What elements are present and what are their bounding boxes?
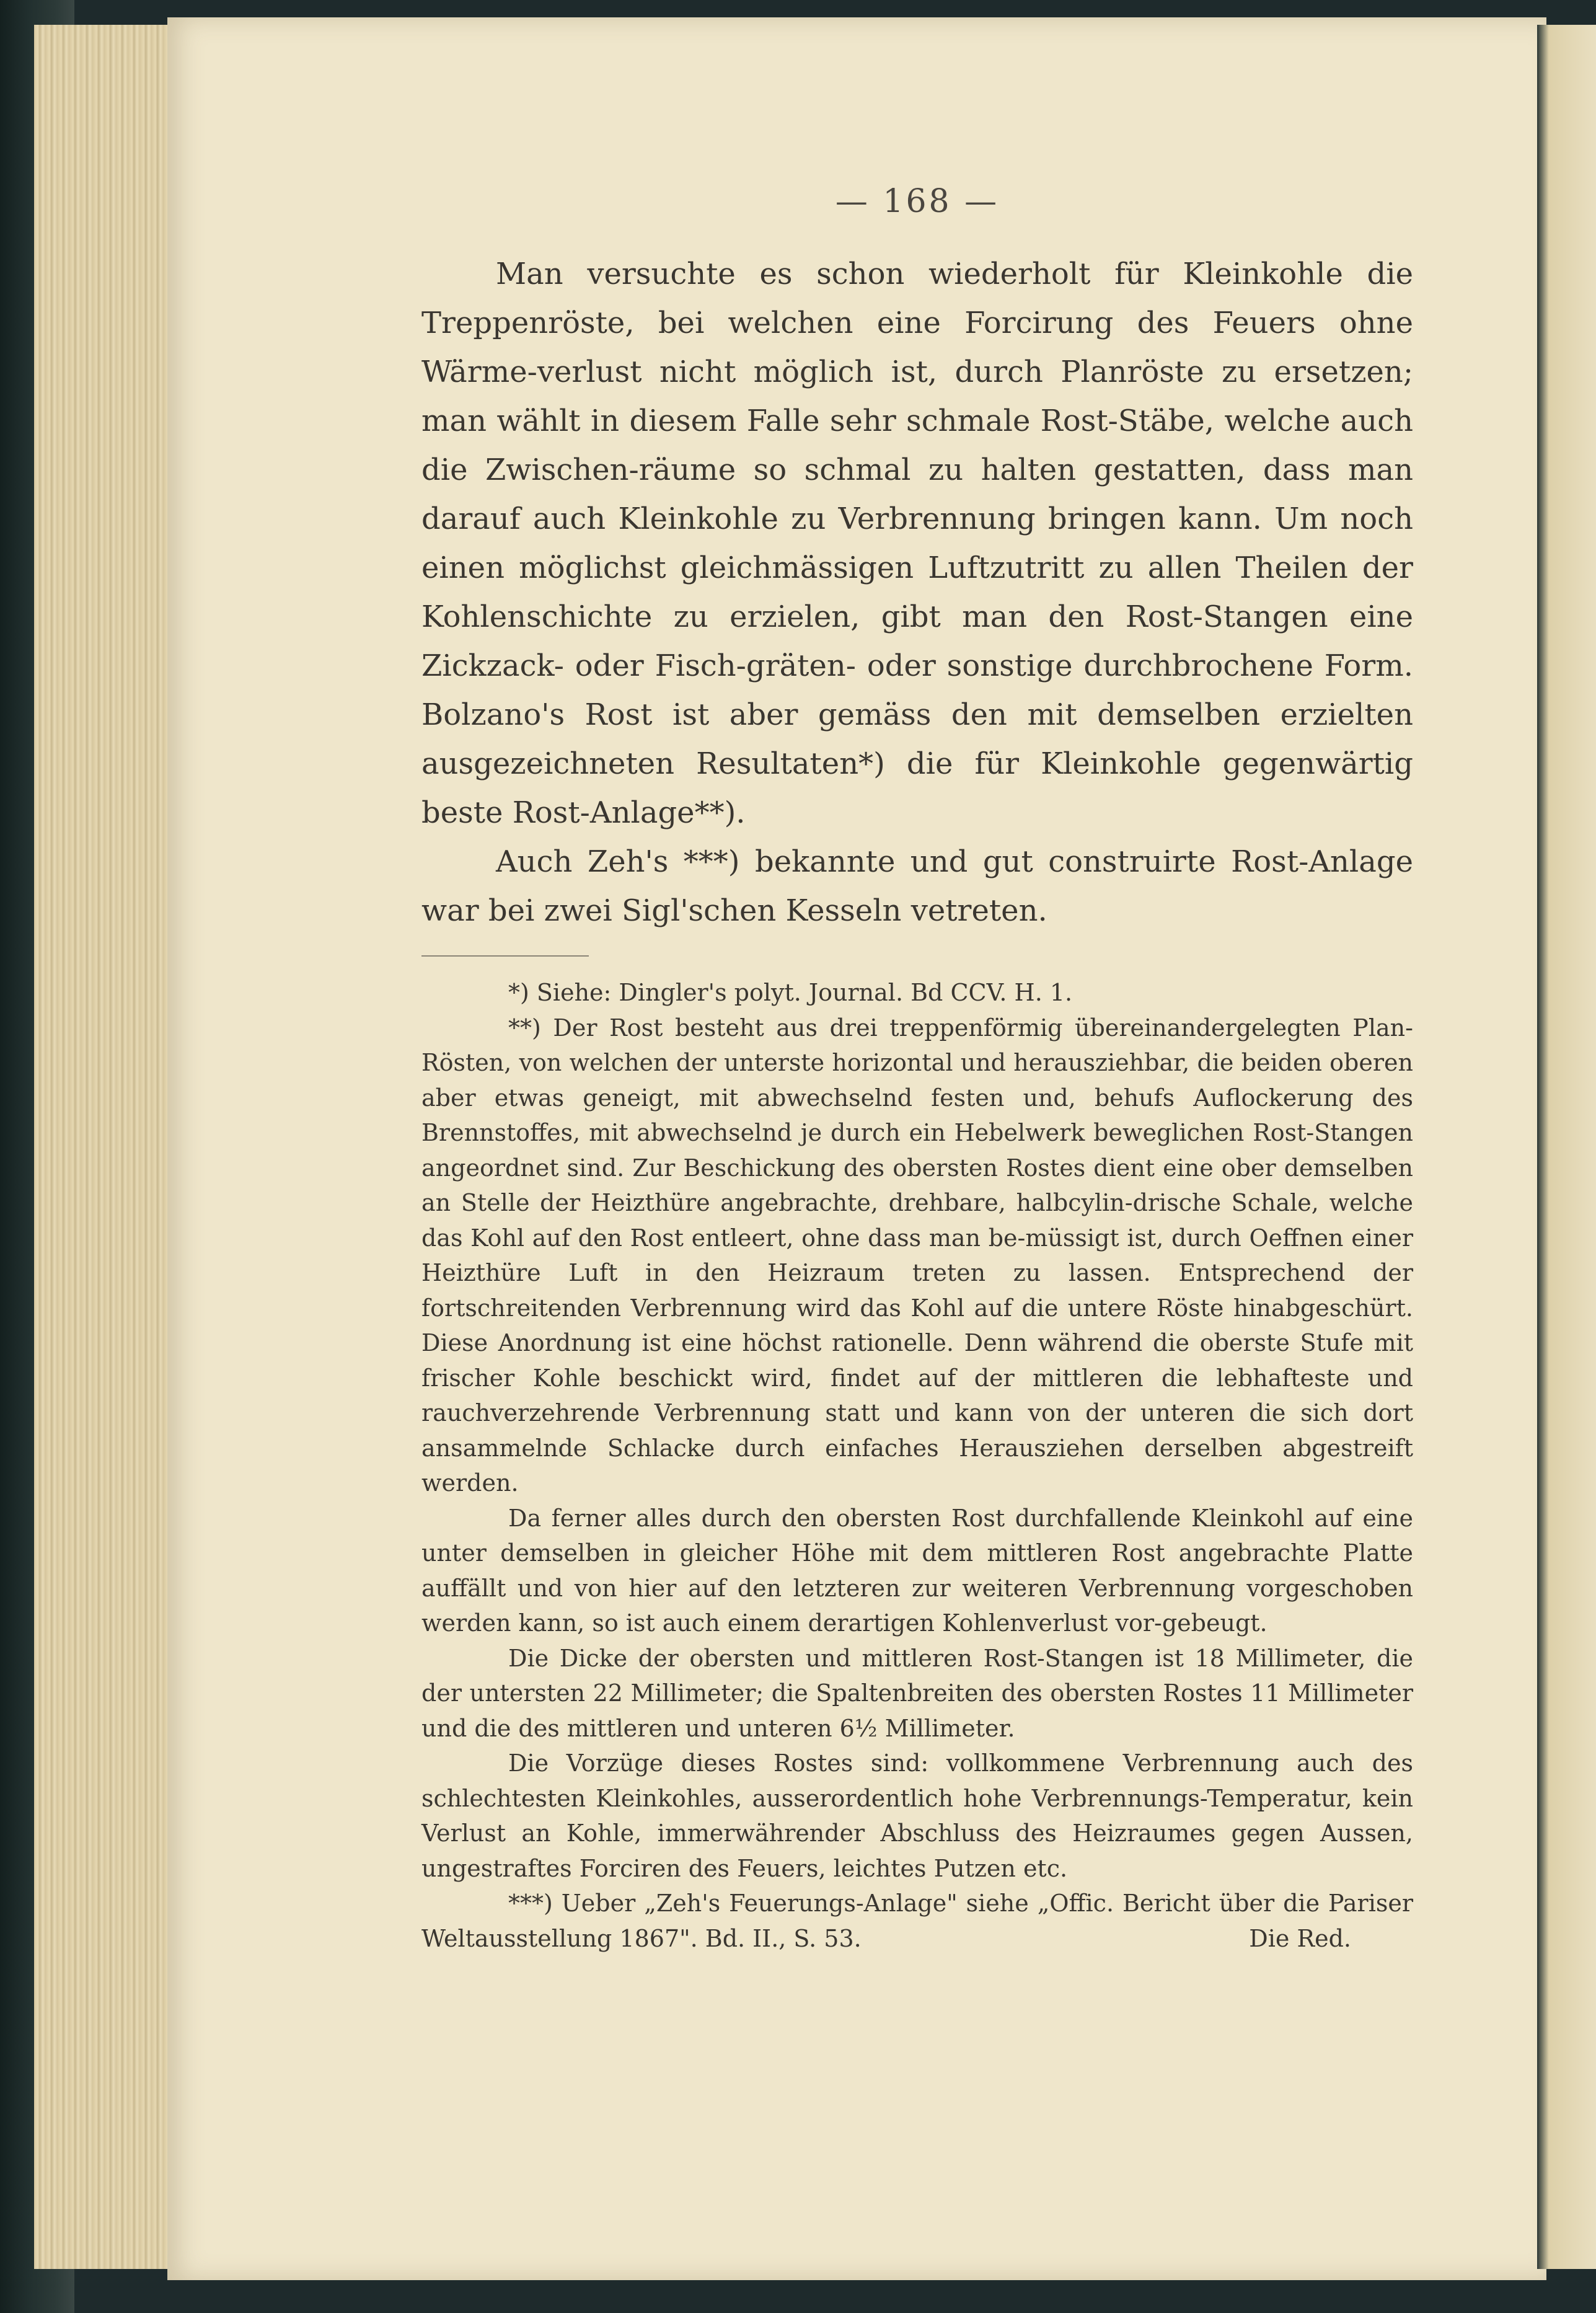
footnote-rule bbox=[421, 955, 589, 957]
body-paragraph: Man versuchte es schon wiederholt für Kleinkohle die Treppenröste, bei welchen eine Forcirung des Feuers ohne Wärme-verlust nicht möglich ist, durch Planröste zu ersetzen; man wählt in diesem Falle sehr schmale Rost-Stäbe, welche auch die Zwischen-räume so schmal zu halten gestatten, dass man darauf auch Kleinkohle zu Verbrennung bringen kann. Um noch einen möglichst gleichmässigen Luftzutritt zu allen Theilen der Kohlenschichte zu erzielen, gibt man den Rost-Stangen eine Zickzack- oder Fisch-gräten- oder sonstige durchbrochene Form. Bolzano's Rost ist aber gemäss den mit demselben erzielten ausgezeichneten Resultaten*) die für Kleinkohle gegenwärtig beste Rost-Anlage**). bbox=[421, 257, 1413, 830]
footnote: Da ferner alles durch den obersten Rost durchfallende Kleinkohl auf eine unter demselben in gleicher Höhe mit dem mittleren Rost angebrachte Platte auffällt und von hier auf den letzteren zur weiteren Verbrennung vorgeschoben werden kann, so ist auch einem derartigen Kohlenverlust vor-gebeugt. bbox=[421, 1504, 1413, 1637]
footnote: Die Dicke der obersten und mittleren Rost-Stangen ist 18 Millimeter, die der untersten 22 Millimeter; die Spaltenbreiten des obersten Rostes 11 Millimeter und die des mittleren und unteren 6½ Millimeter. bbox=[421, 1644, 1413, 1742]
footnote-text: ***) Ueber „Zeh's Feuerungs-Anlage" siehe „Offic. Bericht über die Pariser Weltausstellung 1867". Bd. II., S. 53. bbox=[421, 1890, 1413, 1952]
body-paragraph: Auch Zeh's ***) bekannte und gut construirte Rost-Anlage war bei zwei Sigl'schen Kesseln vetreten. bbox=[421, 844, 1413, 928]
footnote: **) Der Rost besteht aus drei treppenförmig übereinandergelegten Plan-Rösten, von welchen der unterste horizontal und herausziehbar, die beiden oberen aber etwas geneigt, mit abwechselnd festen und, behufs Auflockerung des Brennstoffes, mit abwechselnd je durch ein Hebelwerk beweglichen Rost-Stangen angeordnet sind. Zur Beschickung des obersten Rostes dient eine ober demselben an Stelle der Heizthüre angebrachte, drehbare, halbcylin-drische Schale, welche das Kohl auf den Rost entleert, ohne dass man be-müssigt ist, durch Oeffnen einer Heizthüre Luft in den Heizraum treten zu lassen. Entsprechend der fortschreitenden Verbrennung wird das Kohl auf die untere Röste hinabgeschürt. Diese Anordnung ist eine höchst rationelle. Denn während die oberste Stufe mit frischer Kohle beschickt wird, findet auf der mittleren die lebhafteste und rauchverzehrende Verbrennung statt und kann von der unteren die sich dort ansammelnde Schlacke durch einfaches Herausziehen derselben abgestreift werden. bbox=[421, 1014, 1413, 1497]
footnote: *) Siehe: Dingler's polyt. Journal. Bd CCV. H. 1. bbox=[508, 979, 1073, 1006]
text-block bbox=[421, 183, 1413, 1956]
footnote-editor: Die Red. bbox=[1249, 1924, 1351, 1952]
page-number: — 168 — bbox=[835, 183, 1000, 220]
footnote: Die Vorzüge dieses Rostes sind: vollkommene Verbrennung auch des schlechtesten Kleinkohles, ausserordentlich hohe Verbrennungs-Temperatur, kein Verlust an Kohle, immerwährender Abschluss des Heizraumes gegen Aussen, ungestraftes Forciren des Feuers, leichtes Putzen etc. bbox=[421, 1749, 1413, 1882]
facing-page-edge bbox=[1537, 25, 1596, 2269]
footnote bbox=[421, 1886, 1413, 1956]
page-edges bbox=[34, 25, 177, 2269]
